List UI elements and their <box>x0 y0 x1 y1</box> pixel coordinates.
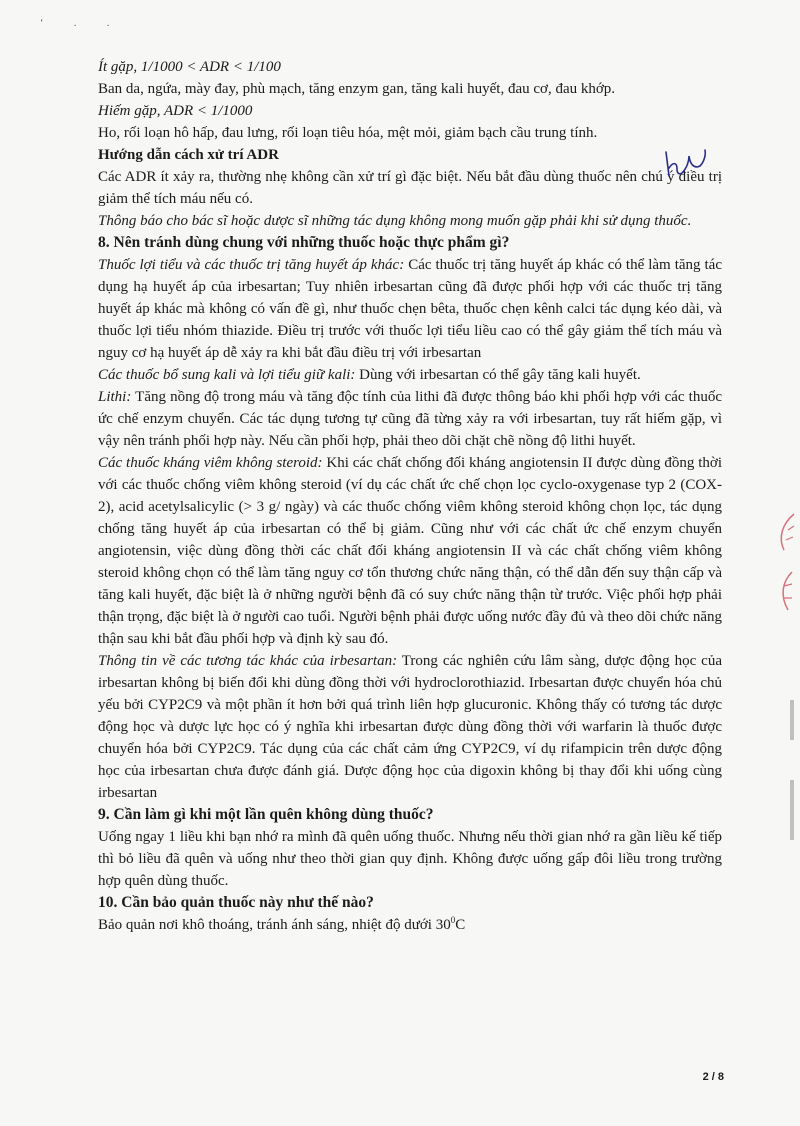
scan-edge-shadow <box>790 780 794 840</box>
scan-artifact-dots: ʻ . . <box>40 18 124 29</box>
interaction-label: Các thuốc kháng viêm không steroid: <box>98 455 323 471</box>
handwritten-signature-mark <box>662 146 712 180</box>
degree-superscript: 0 <box>450 915 456 925</box>
page-number: 2 / 8 <box>702 1071 724 1083</box>
interaction-label: Thông tin về các tương tác khác của irbesartan: <box>98 653 398 669</box>
adr-rare-label: Ít gặp, 1/1000 < ADR < 1/100 <box>98 59 281 75</box>
interaction-nsaids <box>98 452 722 650</box>
section-9-heading: 9. Cần làm gì khi một lần quên không dùng thuốc? <box>98 806 434 823</box>
interaction-potassium <box>98 364 722 386</box>
interaction-label: Lithi: <box>98 389 132 405</box>
interaction-diuretics <box>98 254 722 364</box>
adr-notice: Thông báo cho bác sĩ hoặc dược sĩ những tác dụng không mong muốn gặp phải khi sử dụng thuốc. <box>98 213 692 229</box>
adr-guidance-heading: Hướng dẫn cách xử trí ADR <box>98 147 279 163</box>
interaction-text: Trong các nghiên cứu lâm sàng, dược động học của irbesartan không bị biến đổi khi dùng đồng thời với hydroclorothiazid. Irbesartan được chuyển hóa chủ yếu bởi CYP2C9 và một phần ít hơn bởi quá trình liên hợp glucuronic. Không thấy có tương tác dược động học và dược lực học có ý nghĩa khi irbesartan được dùng đồng thời với warfarin là thuốc được chuyển hóa bởi CYP2C9. Tác dụng của các chất cảm ứng CYP2C9, ví dụ rifampicin trên dược động học của irbesartan chưa được đánh giá. Dược động học của digoxin không bị thay đổi khi uống cùng irbesartan <box>98 653 722 801</box>
interaction-text: Tăng nồng độ trong máu và tăng độc tính của lithi đã được thông báo khi phối hợp với các thuốc ức chế enzym chuyển. Các tác dụng tương tự cũng đã từng xảy ra với irbesartan, tuy rất hiếm gặp, vì vậy nên tránh phối hợp này. Nếu cần phối hợp, phải theo dõi chặt chẽ nồng độ lithi huyết. <box>98 389 722 449</box>
adr-rare-text: Ban da, ngứa, mày đay, phù mạch, tăng enzym gan, tăng kali huyết, đau cơ, đau khớp. <box>98 81 616 97</box>
adr-very-rare-label: Hiếm gặp, ADR < 1/1000 <box>98 103 253 119</box>
section-10-text <box>98 914 722 936</box>
adr-very-rare-text: Ho, rối loạn hô hấp, đau lưng, rối loạn tiêu hóa, mệt mỏi, giảm bạch cầu trung tính. <box>98 125 598 141</box>
interaction-label: Các thuốc bổ sung kali và lợi tiểu giữ kali: <box>98 367 356 383</box>
document-page <box>98 56 722 936</box>
interaction-other <box>98 650 722 804</box>
interaction-lithium <box>98 386 722 452</box>
storage-text: Bảo quản nơi khô thoáng, tránh ánh sáng, nhiệt độ dưới 30 <box>98 917 451 933</box>
section-10-heading: 10. Cần bảo quản thuốc này như thế nào? <box>98 894 374 911</box>
adr-guidance-text: Các ADR ít xảy ra, thường nhẹ không cần xử trí gì đặc biệt. Nếu bắt đầu dùng thuốc nên chú ý điều trị giảm thể tích máu nếu có. <box>98 169 722 207</box>
interaction-text: Khi các chất chống đối kháng angiotensin II được dùng đồng thời với các thuốc chống viêm không steroid (ví dụ các chất ức chế chọn lọc cyclo-oxygenase typ 2 (COX-2), acid acetylsalicylic (> 3 g/ ngày) và các thuốc chống viêm không steroid không chọn lọc, tác dụng chống tăng huyết áp của irbesartan có thể bị giảm. Cũng như với các chất ức chế enzym chuyển angiotensin, việc dùng đồng thời các chất đối kháng angiotensin II và các chất chống viêm không steroid không chọn có thể làm tăng nguy cơ tổn thương chức năng thận, có thể dẫn đến suy thận cấp và tăng kali huyết, đặc biệt là ở những người bệnh đã có suy chức năng thận từ trước. Việc phối hợp phải thận trọng, đặc biệt là ở người cao tuổi. Người bệnh phải được uống nước đầy đủ và theo dõi chức năng thận sau khi bắt đầu phối hợp và định kỳ sau đó. <box>98 455 722 647</box>
interaction-text: Các thuốc trị tăng huyết áp khác có thể làm tăng tác dụng hạ huyết áp của irbesartan; Tuy nhiên irbesartan cũng đã được phối hợp với các thuốc trị tăng huyết áp khác mà không có vấn đề gì, như thuốc chẹn bêta, thuốc chẹn kênh calci tác dụng kéo dài, và thuốc lợi tiểu nhóm thiazide. Điều trị trước với thuốc lợi tiểu liều cao có thể gây giảm thể tích máu và nguy cơ hạ huyết áp dễ xảy ra khi bắt đầu điều trị với irbesartan <box>98 257 723 361</box>
stamp-edge-mark <box>772 510 798 640</box>
interaction-label: Thuốc lợi tiểu và các thuốc trị tăng huyết áp khác: <box>98 257 405 273</box>
section-8-heading: 8. Nên tránh dùng chung với những thuốc hoặc thực phẩm gì? <box>98 234 510 251</box>
temperature-unit: C <box>455 917 466 933</box>
section-9-text: Uống ngay 1 liều khi bạn nhớ ra mình đã quên uống thuốc. Nhưng nếu thời gian nhớ ra gần liều kế tiếp thì bỏ liều đã quên và uống như theo thời gian quy định. Không được uống gấp đôi liều trong trường hợp quên dùng thuốc. <box>98 829 722 889</box>
interaction-text: Dùng với irbesartan có thể gây tăng kali huyết. <box>355 367 641 383</box>
scan-edge-shadow <box>790 700 794 740</box>
